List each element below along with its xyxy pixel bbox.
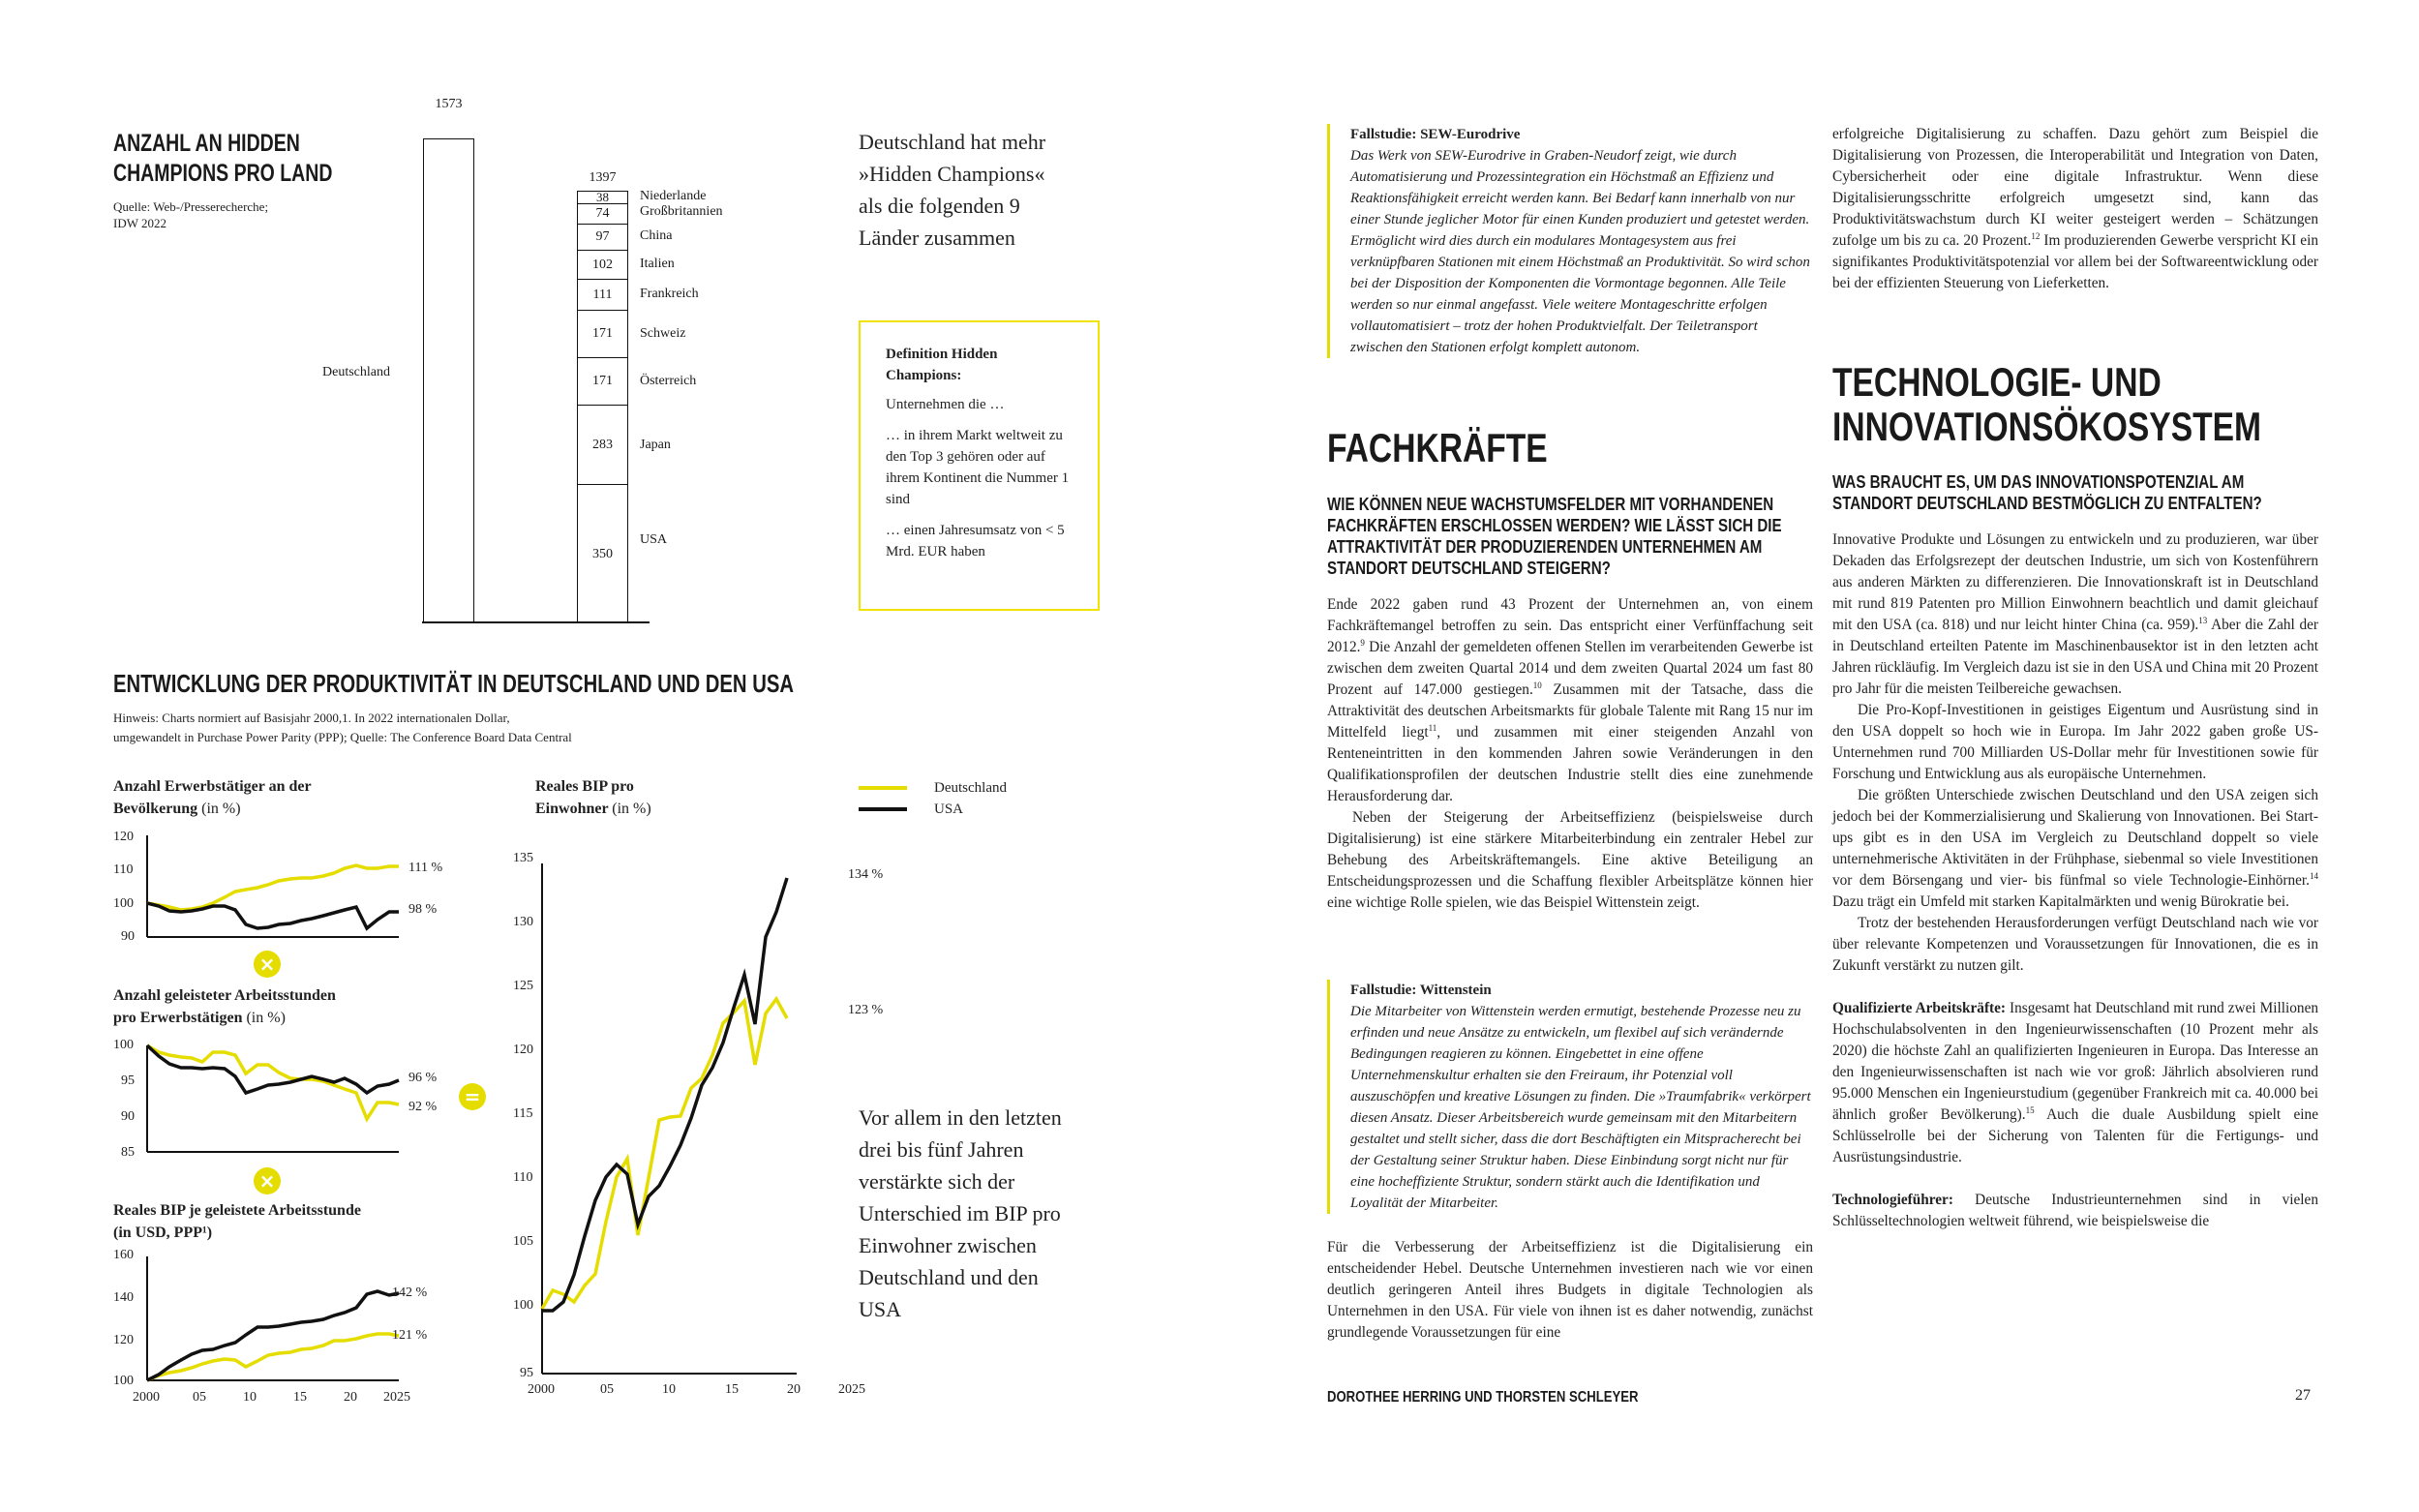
- quote-line: Einwohner zwischen: [859, 1233, 1037, 1257]
- chart2-hours-plot: [145, 1043, 407, 1157]
- y-tick: 105: [513, 1234, 533, 1249]
- segment-niederlande: 38: [596, 190, 609, 204]
- x-tick: 20: [344, 1390, 357, 1405]
- segment-usa: 350: [578, 484, 627, 623]
- note-line: Hinweis: Charts normiert auf Basisjahr 2000,1. In 2022 internationalen Dollar,: [113, 711, 510, 725]
- callout-line: »Hidden Champions«: [859, 162, 1045, 186]
- digitalisierung-body: [1327, 1237, 1813, 1344]
- hidden-champions-chart: [213, 77, 723, 629]
- technologie-body: [1832, 529, 2318, 1232]
- text: erfolgreiche Digitalisierung zu schaffen. Dazu gehört zum Beispiel die Digitalisierung von Prozessen, die Interoperabilität und Integration von Daten, Cybersicherheit oder eine digitale Infrastruktur. Wenn diese Digitalisierungsschritte erfolgreich umgesetzt sind, kann das Produktivitätswachstum durch KI weiter gesteigert werden – Schätzungen zufolge um bis zu ca. 20 Prozent.: [1832, 126, 2318, 249]
- legend-item-usa: [859, 799, 1007, 820]
- chart2-end-label-de: 92 %: [408, 1100, 438, 1114]
- x-tick: 05: [600, 1382, 614, 1397]
- label-frankreich: Frankreich: [640, 287, 699, 301]
- others-total: 1397: [589, 170, 617, 185]
- y-tick: 110: [513, 1170, 533, 1185]
- quote-line: verstärkte sich der: [859, 1169, 1015, 1194]
- run-in-label: Technologieführer:: [1832, 1192, 1953, 1208]
- text: Auch die duale Ausbildung spielt eine Schlüsselrolle bei der Sicherung von Talenten für die Fertigungs- und Ausrüstungsindustrie.: [1832, 1106, 2318, 1165]
- paragraph: Die Pro-Kopf-Investitionen in geistiges Eigentum und Ausrüstung sind in den USA doppelt so hoch wie in Europa. Im Jahr 2022 gaben große US-Unternehmen rund 700 Milliarden US-Dollar mehr für Investitionen sowie für Forschung und Entwicklung aus als europäische Unternehmen.: [1832, 702, 2318, 782]
- label-oesterreich: Österreich: [640, 374, 697, 388]
- quote-line: Unterschied im BIP pro: [859, 1201, 1061, 1225]
- heading-line: TECHNOLOGIE- UND: [1832, 359, 2162, 405]
- chart2-unit: (in %): [246, 1010, 286, 1026]
- definition-point-1: … in ihrem Markt weltweit zu den Top 3 gehören oder auf ihrem Kontinent die Nummer 1 sind: [886, 428, 1070, 507]
- legend-swatch-yellow: [859, 786, 907, 790]
- chart3-gdp-per-hour-plot: [145, 1255, 407, 1385]
- segment-schweiz: 171: [578, 310, 627, 357]
- productivity-note: [113, 709, 572, 747]
- multiply-icon: ×: [254, 951, 281, 978]
- y-tick: 95: [520, 1366, 533, 1380]
- paragraph: [1327, 594, 1813, 807]
- segment-grossbritannien: 74: [578, 203, 627, 224]
- section-heading-fachkraefte: FACHKRÄFTE: [1327, 425, 1548, 470]
- footnote-ref: 13: [2198, 615, 2208, 625]
- segment-italien: 102: [578, 250, 627, 279]
- definition-title: Definition Hidden Champions:: [886, 347, 998, 383]
- case-study-body: Die Mitarbeiter von Wittenstein werden ermutigt, bestehende Prozesse neu zu erfinden und neue Ansätze zu entwickeln, um flexibel auf sich verändernde Bedingungen reagieren zu können. Eingebettet in eine offene Unternehmenskultur erhalten sie den Freiraum, ihr Potenzial voll auszuschöpfen und kreative Lösungen zu finden. Die »Traumfabrik« verkörpert diesen Ansatz. Dieser Arbeitsbereich wurde gemeinsam mit den Mitarbeitern gestaltet und stellt sicher, dass die dort Beschäftigten ein Mitspracherecht bei der Gestaltung seiner Struktur haben. Diese Einbindung sorgt nicht nur für eine hocheffiziente Struktur, sondern stärkt auch die Identifikation und Loyalität der Mitarbeiter.: [1350, 1004, 1811, 1211]
- footnote-ref: 15: [2025, 1104, 2035, 1115]
- segment-japan: 283: [578, 405, 627, 484]
- case-study-sew: [1327, 124, 1813, 358]
- y-tick: 100: [113, 1374, 134, 1388]
- definition-intro: Unternehmen die …: [886, 397, 1005, 412]
- label-japan: Japan: [640, 438, 671, 452]
- case-study-body: Das Werk von SEW-Eurodrive in Graben-Neudorf zeigt, wie durch Automatisierung und Prozessintegration ein Höchstmaß an Effizienz und Reaktionsfähigkeit erreicht werden kann. Bei Bedarf kann innerhalb von nur einer Stunde jeglicher Motor für einen Kunden produziert und getestet werden. Ermöglicht wird dies durch ein modulares Montagesystem aus frei verknüpfbaren Stationen mit einem Höchstmaß an Produktivität. So wird schon bei der Disposition der Komponenten die Vormontage begonnen. Alle Teile werden so nur einmal angefasst. Viele weitere Montageschritte erfolgen vollautomatisiert – trotz der hohen Produktvielfalt. Der Teiletransport zwischen den Stationen erfolgt komplett autonom.: [1350, 148, 1810, 355]
- case-study-title: Fallstudie: Wittenstein: [1350, 983, 1492, 998]
- paragraph: [1832, 785, 2318, 913]
- footnote-ref: 11: [1428, 722, 1437, 733]
- fachkraefte-body: [1327, 594, 1813, 914]
- title-line: ANZAHL AN HIDDEN: [113, 130, 300, 157]
- chart3-title: [113, 1199, 361, 1244]
- y-tick: 100: [113, 896, 134, 911]
- germany-label: Deutschland: [322, 365, 390, 379]
- chart4-gdp-per-capita-plot: [540, 852, 801, 1379]
- label-china: China: [640, 228, 673, 243]
- x-tick: 10: [662, 1382, 676, 1397]
- x-tick: 10: [243, 1390, 257, 1405]
- paragraph: Für die Verbesserung der Arbeitseffizienz ist die Digitalisierung ein entscheidender Hebel. Deutsche Unternehmen investieren nach wie vor einen deutlich geringeren Anteil ihres Budgets in digitale Technologien als Unternehmen in den USA. Für viele von ihnen ist es daher notwendig, zunächst grundlegende Voraussetzungen für eine: [1327, 1239, 1813, 1341]
- paragraph: [1832, 529, 2318, 700]
- title-line: CHAMPIONS PRO LAND: [113, 160, 333, 187]
- y-tick: 125: [513, 979, 533, 993]
- chart2-title-line2: pro Erwerbstätigen: [113, 1010, 243, 1026]
- gdp-quote: [859, 1102, 1110, 1325]
- x-tick: 20: [787, 1382, 801, 1397]
- y-tick: 110: [113, 862, 134, 877]
- quote-line: drei bis fünf Jahren: [859, 1137, 1024, 1162]
- chart4-title-line: Reales BIP pro: [535, 778, 634, 795]
- text: Die Anzahl der gemeldeten offenen Stellen im verarbeitenden Gewerbe ist zwischen dem zweiten Quartal 2014 und dem zweiten Quartal 2024 um fast 80 Prozent auf 147.000 gestiegen.: [1327, 639, 1813, 698]
- chart1-title-line2: Bevölkerung: [113, 801, 198, 817]
- quote-line: USA: [859, 1297, 902, 1321]
- footnote-ref: 14: [2310, 870, 2318, 881]
- x-tick: 15: [725, 1382, 739, 1397]
- label-niederlande: Niederlande: [640, 189, 707, 203]
- source-line: Quelle: Web-/Presserecherche;: [113, 199, 269, 214]
- chart3-title-line2: (in USD, PPP¹): [113, 1225, 213, 1241]
- label-schweiz: Schweiz: [640, 326, 686, 341]
- y-tick: 140: [113, 1290, 134, 1305]
- y-tick: 115: [513, 1106, 533, 1121]
- segment-china: 97: [578, 224, 627, 250]
- x-tick: 2025: [383, 1390, 410, 1405]
- definition-box: [859, 320, 1100, 611]
- chart1-employment-plot: [145, 832, 407, 944]
- others-stacked-bar: [577, 191, 628, 622]
- digitalisierung-continued: [1832, 124, 2318, 294]
- text: Insgesamt hat Deutschland mit rund zwei Millionen Hochschulabsolventen in den Ingenieurwissenschaften (10 Prozent mehr als 2020) die höchste Zahl an qualifizierten Ingenieuren in Europa. Das Interesse an den Ingenieurwissenschaften ist nach wie vor groß: Jährlich absolvieren rund 95.000 Menschen ein Ingenieurstudium (gegenüber Frankreich mit ca. 40.000 bei ähnlich großer Bevölkerung).: [1832, 1000, 2319, 1123]
- text: Dazu trägt ein Umfeld mit starken Kapitalmärkten und wenig Bürokratie bei.: [1832, 893, 2289, 910]
- chart1-end-label-de: 111 %: [408, 861, 443, 875]
- chart2-end-label-us: 96 %: [408, 1071, 438, 1085]
- legend-swatch-black: [859, 807, 907, 811]
- footnote-ref: 12: [2031, 230, 2041, 241]
- segment-oesterreich: 171: [578, 357, 627, 405]
- germany-total: 1573: [435, 97, 463, 111]
- y-tick: 130: [513, 915, 533, 929]
- quote-line: Vor allem in den letzten: [859, 1105, 1062, 1130]
- paragraph: Trotz der bestehenden Herausforderungen verfügt Deutschland nach wie vor über relevante Kompetenzen und Voraussetzungen für Innovationen, die es in Zukunft verstärkt zu nutzen gilt.: [1832, 915, 2318, 974]
- paragraph-technologiefuehrer: [1832, 1190, 2318, 1232]
- productivity-title: ENTWICKLUNG DER PRODUKTIVITÄT IN DEUTSCHLAND UND DEN USA: [113, 669, 795, 698]
- text: , und zusammen mit einer steigenden Anzahl von Renteneintritten in den kommenden Jahren sowie Veränderungen in den Qualifikationsprofilen der deutschen Industrie stellt dies eine zunehmende Herausforderung dar.: [1327, 724, 1813, 804]
- heading-line: INNOVATIONSÖKOSYSTEM: [1832, 404, 2262, 449]
- y-tick: 90: [121, 929, 135, 944]
- chart2-title-line: Anzahl geleisteter Arbeitsstunden: [113, 987, 336, 1004]
- legend-label: USA: [934, 801, 964, 817]
- page-number: 27: [2295, 1387, 2311, 1404]
- x-tick: 2025: [838, 1382, 865, 1397]
- label-grossbritannien: Großbritannien: [640, 204, 723, 219]
- note-line: umgewandelt in Purchase Power Parity (PPP); Quelle: The Conference Board Data Central: [113, 730, 572, 744]
- section-subheading-technologie: WAS BRAUCHT ES, UM DAS INNOVATIONSPOTENZIAL AM STANDORT DEUTSCHLAND BESTMÖGLICH ZU ENTFALTEN?: [1832, 472, 2262, 513]
- quote-line: Deutschland und den: [859, 1265, 1039, 1289]
- footnote-ref: 9: [1360, 637, 1365, 648]
- chart-legend: [859, 777, 1007, 820]
- chart1-title: [113, 775, 312, 820]
- chart1-title-line: Anzahl Erwerbstätiger an der: [113, 778, 312, 795]
- callout-line: Länder zusammen: [859, 226, 1015, 250]
- text: Ende 2022 gaben rund 43 Prozent der Unternehmen an, von einem Fachkräftemangel betroffen zu sein. Das entspricht einer Verfünffachung seit 2012.: [1327, 596, 1813, 655]
- footer-author: DOROTHEE HERRING UND THORSTEN SCHLEYER: [1327, 1389, 1639, 1406]
- paragraph: Neben der Steigerung der Arbeitseffizienz (beispielsweise durch Digitalisierung) ist eine stärkere Mitarbeiterbindung ein zentraler Hebel zur Behebung des Arbeitskräftemangels. Eine aktive Beteiligung an Entscheidungsprozessen und die Schaffung flexibler Arbeitsplätze können hier eine wichtige Rolle spielen, wie das Beispiel Wittenstein zeigt.: [1327, 809, 1813, 911]
- chart1-unit: (in %): [201, 801, 241, 817]
- text: Innovative Produkte und Lösungen zu entwickeln und zu produzieren, war über Dekaden das Erfolgsrezept der deutschen Industrie, um sich von Kostenführern aus anderen Märkten zu differenzieren. Die Innovationskraft ist in Deutschland mit rund 819 Patenten pro Million Einwohnern beachtlich und damit gleichauf mit den USA (ca. 818) und nur leicht hinter China (ca. 959).: [1832, 531, 2318, 633]
- legend-label: Deutschland: [934, 780, 1007, 796]
- y-tick: 95: [121, 1074, 135, 1088]
- footnote-ref: 10: [1532, 680, 1542, 690]
- chart4-title-line2: Einwohner: [535, 801, 609, 817]
- x-tick: 2000: [528, 1382, 555, 1397]
- run-in-label: Qualifizierte Arbeitskräfte:: [1832, 1000, 2007, 1016]
- y-tick: 120: [513, 1043, 533, 1057]
- y-tick: 85: [121, 1145, 135, 1160]
- chart4-end-label-us: 134 %: [848, 867, 884, 882]
- chart1-end-label-us: 98 %: [408, 902, 438, 917]
- case-study-wittenstein: [1327, 980, 1813, 1214]
- source-line: IDW 2022: [113, 216, 167, 230]
- y-tick: 100: [113, 1038, 134, 1052]
- y-tick: 160: [113, 1248, 134, 1262]
- text: Deutsche Industrieunternehmen sind in vielen Schlüsseltechnologien weltweit führend, wie beispielsweise die: [1832, 1192, 2318, 1229]
- chart3-end-label-de: 121 %: [392, 1328, 428, 1343]
- paragraph-qualifizierte-arbeitskraefte: [1832, 998, 2318, 1168]
- text: Die größten Unterschiede zwischen Deutschland und den USA zeigen sich jedoch bei der Kommerzialisierung und Skalierung von Innovationen. Bei Start-ups gibt es in den USA im Vergleich zu Deutschland doppelt so viele unternehmerische Aktivitäten in der Frühphase, siebenmal so viele Investitionen vor dem Börsengang und vier- bis fünfmal so viele Technologie-Einhörner.: [1832, 787, 2318, 889]
- segment-frankreich: 111: [578, 279, 627, 310]
- x-tick: 2000: [133, 1390, 160, 1405]
- y-tick: 90: [121, 1109, 135, 1124]
- hidden-champions-callout: [859, 126, 1110, 254]
- chart4-title: [535, 775, 651, 820]
- text: Aber die Zahl der in Deutschland erteilten Patente im Maschinenbausektor ist in den letzten acht Jahren rückläufig. Im Vergleich dazu ist sie in den USA und China mit 20 Prozent pro Jahr für die meisten Teilbereiche gewachsen.: [1832, 617, 2318, 697]
- chart-baseline: [422, 621, 650, 623]
- x-tick: 05: [193, 1390, 206, 1405]
- label-usa: USA: [640, 532, 668, 547]
- chart3-title-line: Reales BIP je geleistete Arbeitsstunde: [113, 1202, 361, 1219]
- callout-line: als die folgenden 9: [859, 194, 1020, 218]
- y-tick: 135: [513, 851, 533, 865]
- case-study-title: Fallstudie: SEW-Eurodrive: [1350, 127, 1521, 142]
- section-subheading-fachkraefte: WIE KÖNNEN NEUE WACHSTUMSFELDER MIT VORHANDENEN FACHKRÄFTEN ERSCHLOSSEN WERDEN? WIE LÄSST SICH DIE ATTRAKTIVITÄT DER PRODUZIERENDEN UNTERNEHMEN AM STANDORT DEUTSCHLAND STEIGERN?: [1327, 495, 1782, 578]
- y-tick: 100: [513, 1298, 533, 1313]
- chart4-unit: (in %): [612, 801, 651, 817]
- definition-point-2: … einen Jahresumsatz von < 5 Mrd. EUR haben: [886, 523, 1065, 559]
- text: Zusammen mit der Tatsache, dass die Attraktivität des deutschen Arbeitsmarkts für globale Talente mit Rang 15 nur im Mittelfeld liegt: [1327, 681, 1813, 741]
- multiply-icon: ×: [254, 1167, 281, 1194]
- section-heading-technologie: [1832, 360, 2261, 449]
- chart2-title: [113, 984, 336, 1029]
- germany-bar: [423, 138, 474, 622]
- label-italien: Italien: [640, 257, 675, 271]
- callout-line: Deutschland hat mehr: [859, 130, 1046, 154]
- y-tick: 120: [113, 830, 134, 844]
- paragraph: [1832, 124, 2318, 294]
- text: Im produzierenden Gewerbe verspricht KI ein signifikantes Produktivitätspotenzial vor allem bei der Softwareentwicklung oder bei der effizienten Steuerung von Lieferketten.: [1832, 232, 2318, 291]
- legend-item-deutschland: [859, 777, 1007, 799]
- chart4-end-label-de: 123 %: [848, 1003, 884, 1017]
- y-tick: 120: [113, 1333, 134, 1347]
- chart3-end-label-us: 142 %: [392, 1285, 428, 1300]
- x-tick: 15: [293, 1390, 307, 1405]
- equals-icon: =: [459, 1083, 486, 1110]
